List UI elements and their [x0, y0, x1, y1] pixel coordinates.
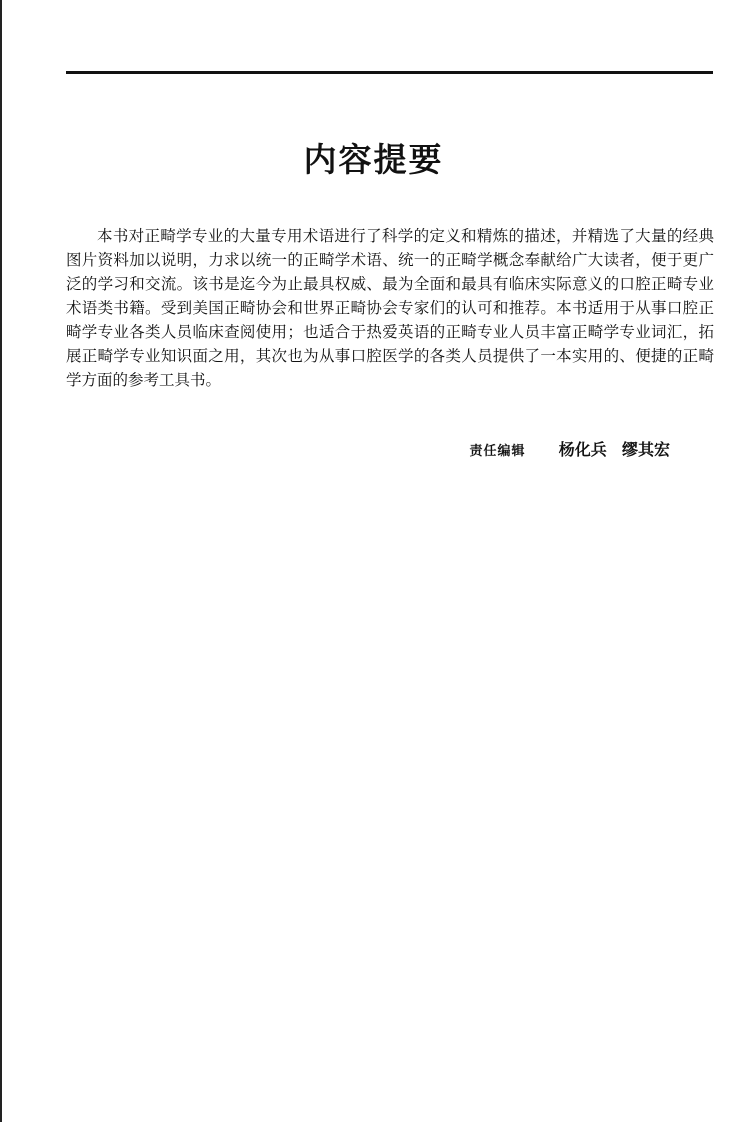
- editor-name-1: 杨化兵: [558, 440, 607, 459]
- page-title: 内容提要: [303, 140, 444, 179]
- editor-name-2: 缪其宏: [621, 440, 670, 459]
- header-rule: [66, 71, 713, 74]
- editors-label: 责任编辑: [469, 444, 526, 459]
- responsible-editors: [66, 440, 670, 462]
- summary-paragraph: 本书对正畸学专业的大量专用术语进行了科学的定义和精炼的描述，并精选了大量的经典图片资料加以说明，力求以统一的正畸学术语、统一的正畸学概念奉献给广大读者，便于更广泛的学习和交流。该书是迄今为止最具权威、最为全面和最具有临床实际意义的口腔正畸专业术语类书籍。受到美国正畸协会和世界正畸协会专家们的认可和推荐。本书适用于从事口腔正畸学专业各类人员临床查阅使用；也适合于热爱英语的正畸专业人员丰富正畸学专业词汇，拓展正畸学专业知识面之用，其次也为从事口腔医学的各类人员提供了一本实用的、便捷的正畸学方面的参考工具书。: [66, 227, 714, 389]
